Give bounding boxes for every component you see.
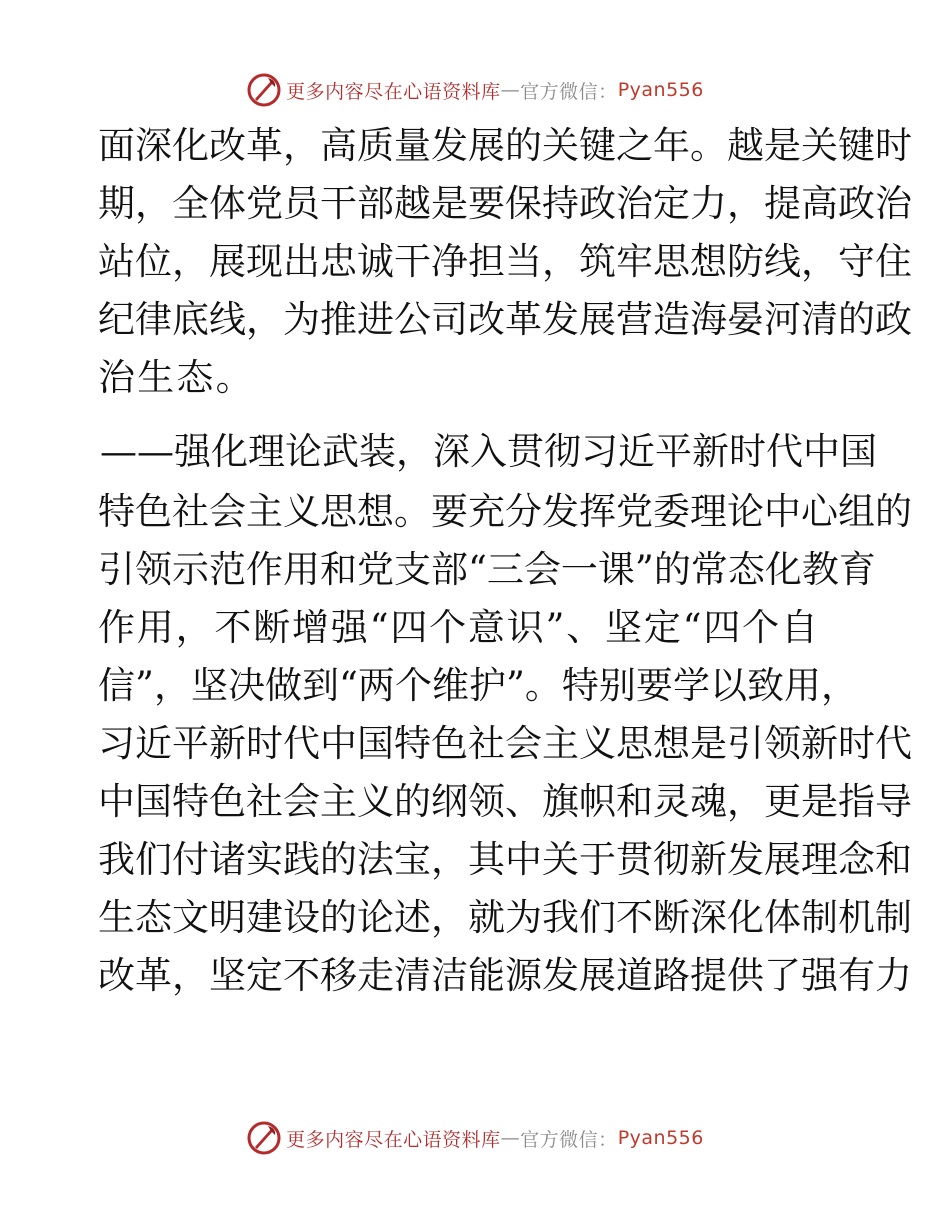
watermark-wechat-label: 官方微信： — [520, 80, 618, 103]
body-line: 信”，坚决做到“两个维护”。特别要学以致用， — [98, 664, 858, 707]
body-line: 特色社会主义思想。要充分发挥党委理论中心组的 — [98, 490, 912, 533]
body-line: 生态文明建设的论述，就为我们不断深化体制机制 — [98, 896, 912, 939]
body-line: 我们付诸实践的法宝，其中关于贯彻新发展理念和 — [98, 838, 912, 881]
body-line: 站位，展现出忠诚干净担当，筑牢思想防线，守住 — [98, 240, 912, 283]
watermark-site-text: 更多内容尽在心语资料库 — [286, 1128, 501, 1151]
quill-logo-icon — [246, 72, 282, 108]
body-line: 面深化改革，高质量发展的关键之年。越是关键时 — [98, 124, 912, 167]
footer-watermark — [0, 1118, 950, 1158]
body-line: 中国特色社会主义的纲领、旗帜和灵魂，更是指导 — [98, 780, 912, 823]
body-line: 纪律底线，为推进公司改革发展营造海晏河清的政 — [98, 298, 912, 341]
body-line: 引领示范作用和党支部“三会一课”的常态化教育 — [98, 548, 876, 591]
watermark-wechat-id: Pyan556 — [617, 79, 704, 101]
header-watermark — [0, 70, 950, 110]
watermark-separator: — — [500, 1127, 521, 1149]
body-line: ——强化理论武装，深入贯彻习近平新时代中国 — [100, 430, 877, 473]
body-line: 习近平新时代中国特色社会主义思想是引领新时代 — [98, 722, 912, 765]
watermark-site-text: 更多内容尽在心语资料库 — [286, 80, 501, 103]
body-line: 期，全体党员干部越是要保持政治定力，提高政治 — [98, 182, 912, 225]
watermark-wechat-id: Pyan556 — [617, 1127, 704, 1149]
watermark-wechat-label: 官方微信： — [520, 1128, 618, 1151]
body-line: 改革，坚定不移走清洁能源发展道路提供了强有力 — [98, 954, 912, 997]
body-line: 治生态。 — [98, 356, 255, 399]
watermark-separator: — — [500, 79, 521, 101]
body-line: 作用，不断增强“四个意识”、坚定“四个自 — [98, 606, 820, 649]
quill-logo-icon — [246, 1120, 282, 1156]
